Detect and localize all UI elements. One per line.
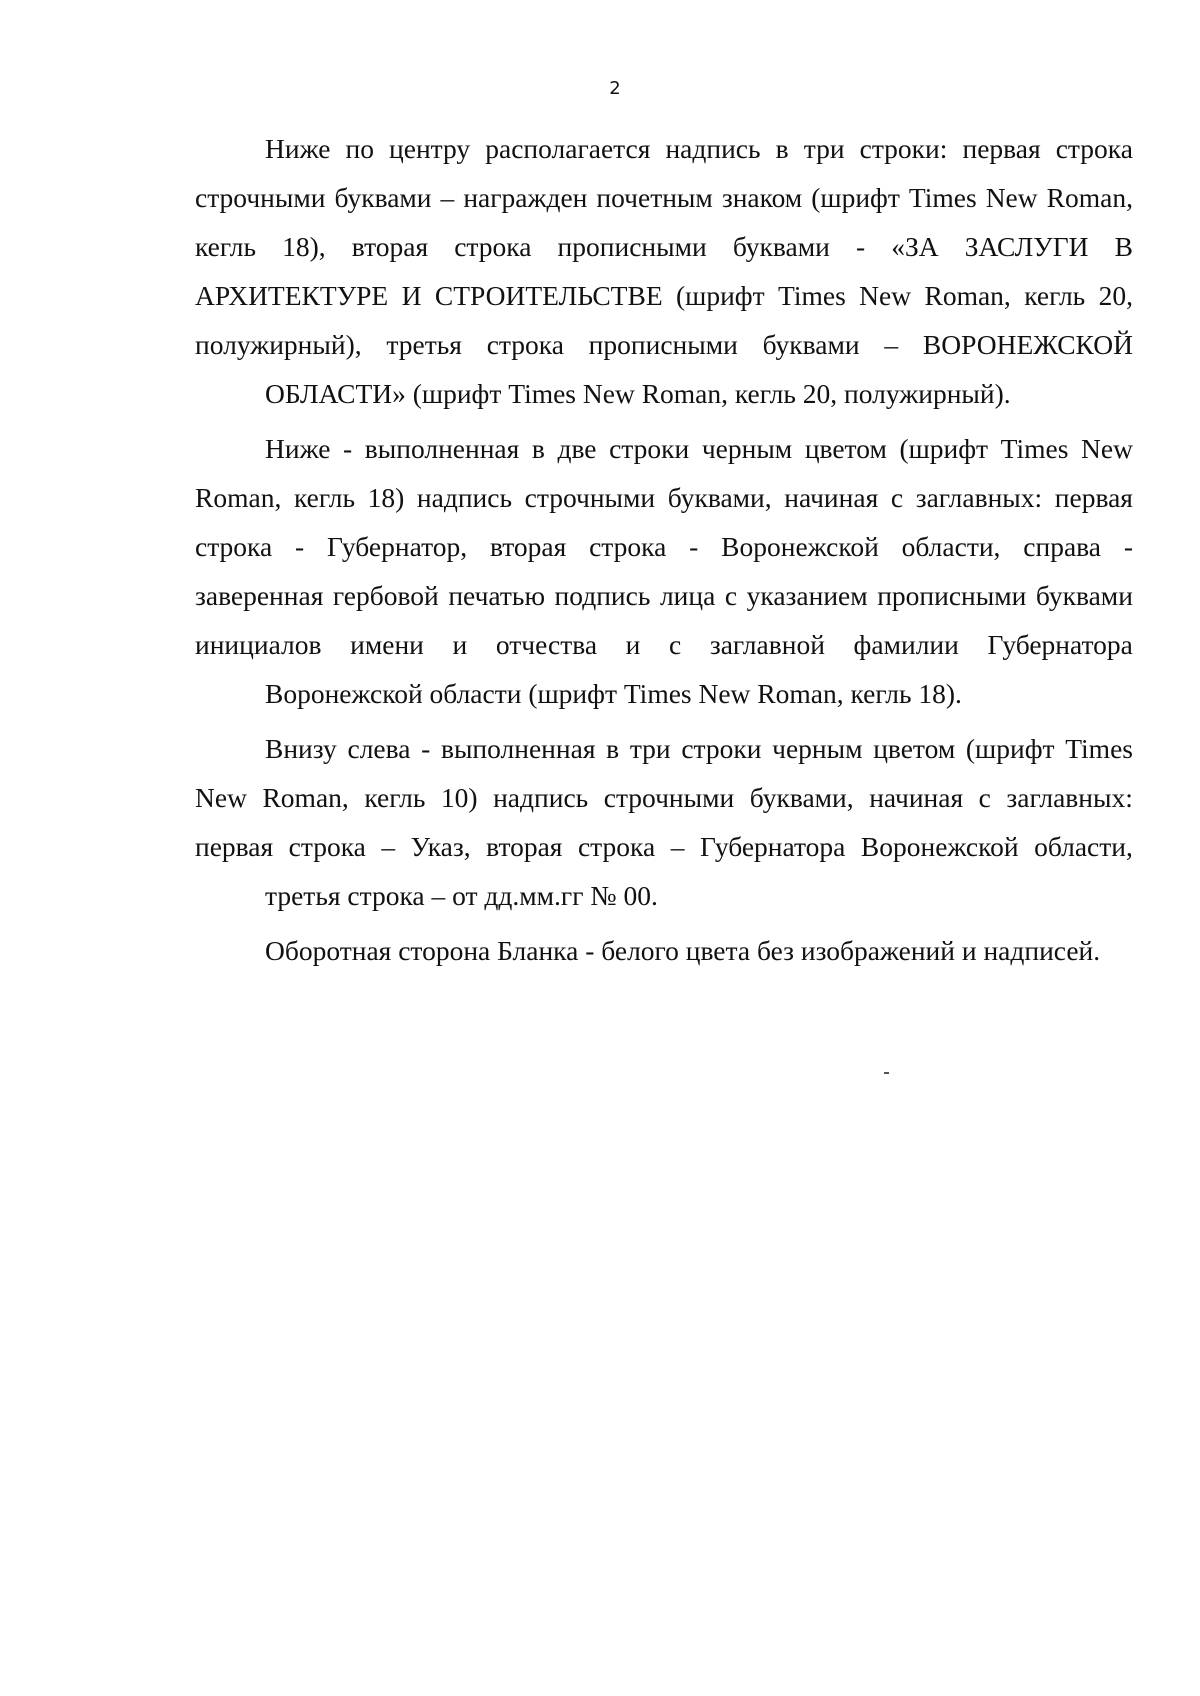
word: начиная	[869, 782, 964, 813]
text-line	[195, 620, 1133, 669]
word: начиная	[784, 482, 879, 513]
word: цветом	[804, 433, 887, 464]
word: центру	[389, 133, 471, 164]
word: СТРОИТЕЛЬСТВЕ	[434, 280, 663, 311]
word: New	[985, 182, 1038, 213]
word: -	[689, 531, 699, 562]
word: 20,	[1098, 280, 1133, 311]
word: -	[1123, 531, 1133, 562]
word: строка	[195, 531, 273, 562]
text-line	[195, 320, 1133, 369]
word: вторая	[486, 831, 563, 862]
word: (шрифт	[965, 733, 1055, 764]
word: -	[295, 531, 305, 562]
word: слева	[347, 733, 411, 764]
word: –	[381, 831, 396, 862]
word: –	[670, 831, 685, 862]
word: строки:	[859, 133, 948, 164]
word: кегль	[293, 482, 355, 513]
word: Внизу	[265, 733, 337, 764]
word: выполненная	[364, 433, 520, 464]
word: по	[345, 133, 374, 164]
word: буквами	[334, 182, 432, 213]
word: Губернатора	[987, 629, 1133, 660]
word: -	[855, 231, 866, 262]
word: с	[978, 782, 991, 813]
word: буквами	[762, 329, 860, 360]
word: справа	[1023, 531, 1101, 562]
word: 18),	[282, 231, 326, 262]
word: надпись	[493, 782, 589, 813]
text-line: Воронежской области (шрифт Times New Roman, кегль 18).	[265, 678, 962, 709]
word: подпись	[554, 580, 651, 611]
word: New	[1081, 433, 1133, 464]
word: ВОРОНЕЖСКОЙ	[922, 329, 1133, 360]
word: строчными	[195, 182, 326, 213]
paragraph-reverse-side	[195, 926, 1133, 975]
word: –	[884, 329, 899, 360]
word: отчества	[495, 629, 598, 660]
word: области,	[1034, 831, 1133, 862]
word: -	[421, 733, 431, 764]
word: с	[669, 629, 682, 660]
word: располагается	[485, 133, 651, 164]
word: вторая	[489, 531, 567, 562]
word: две	[557, 433, 597, 464]
text-line	[195, 473, 1133, 522]
text-line	[195, 424, 1133, 473]
word: инициалов	[195, 629, 322, 660]
text-line	[195, 822, 1133, 871]
text-line: Оборотная сторона Бланка - белого цвета без изображений и надписей.	[265, 935, 1101, 966]
word: 10)	[440, 782, 478, 813]
word: буквами	[732, 231, 830, 262]
paragraph-decree-reference	[195, 724, 1133, 920]
paragraph-award-inscription	[195, 124, 1133, 418]
word: (шрифт	[676, 280, 765, 311]
text-line	[195, 571, 1133, 620]
word: кегль	[364, 782, 426, 813]
word: New	[195, 782, 247, 813]
word: надпись	[665, 133, 761, 164]
word: Times	[1000, 433, 1069, 464]
text-line: третья строка – от дд.мм.гг № 00.	[265, 880, 658, 911]
word: И	[401, 280, 422, 311]
word: строки	[681, 733, 762, 764]
word: Times	[778, 280, 846, 311]
word: строка	[288, 831, 366, 862]
word: строчными	[524, 482, 656, 513]
page-number: 2	[609, 78, 621, 99]
word: и	[452, 629, 468, 660]
text-line: ОБЛАСТИ» (шрифт Times New Roman, кегль 20, полужирный).	[265, 378, 1011, 409]
word: строчными	[603, 782, 735, 813]
word: три	[629, 733, 671, 764]
word: вторая	[351, 231, 429, 262]
word: New	[859, 280, 912, 311]
word: почетным	[596, 182, 713, 213]
word: награжден	[463, 182, 588, 213]
word: и	[625, 629, 641, 660]
word: заверенная	[195, 580, 324, 611]
word: строка	[454, 231, 532, 262]
word: в	[775, 133, 789, 164]
stray-mark	[884, 1072, 889, 1074]
word: имени	[350, 629, 424, 660]
word: выполненная	[440, 733, 596, 764]
word: строка	[1055, 133, 1133, 164]
paragraph-governor-signature	[195, 424, 1133, 718]
word: с	[724, 580, 738, 611]
text-line	[195, 773, 1133, 822]
word: Roman,	[1046, 182, 1133, 213]
word: в	[531, 433, 545, 464]
word: Roman,	[924, 280, 1011, 311]
text-line	[195, 724, 1133, 773]
word: Воронежской	[721, 531, 879, 562]
text-line	[195, 124, 1133, 173]
word: с	[890, 482, 904, 513]
word: АРХИТЕКТУРЕ	[195, 280, 389, 311]
word: строка	[486, 329, 564, 360]
text-line	[195, 271, 1133, 320]
word: (шрифт	[811, 182, 900, 213]
word: первая	[195, 831, 274, 862]
word: Roman,	[195, 482, 282, 513]
word: знаком	[721, 182, 803, 213]
word: Воронежской	[860, 831, 1019, 862]
word: –	[440, 182, 455, 213]
word: кегль	[195, 231, 257, 262]
word: прописными	[557, 231, 707, 262]
word: 18)	[367, 482, 405, 513]
word: кегль	[1024, 280, 1086, 311]
word: строка	[577, 831, 656, 862]
word: третья	[386, 329, 462, 360]
word: лица	[659, 580, 716, 611]
word: заглавных:	[915, 482, 1043, 513]
word: первая	[962, 133, 1041, 164]
text-line	[195, 222, 1133, 271]
word: Times	[1065, 733, 1133, 764]
word: строки	[609, 433, 690, 464]
word: цветом	[873, 733, 956, 764]
word: Roman,	[262, 782, 349, 813]
word: Ниже	[265, 133, 331, 164]
word: Times	[908, 182, 977, 213]
word: В	[1114, 231, 1133, 262]
text-line	[195, 522, 1133, 571]
word: «ЗА	[891, 231, 939, 262]
document-body	[195, 124, 1133, 981]
word: надпись	[416, 482, 513, 513]
word: полужирный),	[195, 329, 362, 360]
word: указанием	[746, 580, 868, 611]
word: Ниже	[265, 433, 331, 464]
word: первая	[1054, 482, 1133, 513]
text-line	[195, 173, 1133, 222]
word: заглавных:	[1006, 782, 1133, 813]
word: буквами,	[667, 482, 772, 513]
word: гербовой	[332, 580, 439, 611]
word: черным	[701, 433, 793, 464]
word: (шрифт	[899, 433, 989, 464]
word: ЗАСЛУГИ	[964, 231, 1089, 262]
word: три	[803, 133, 845, 164]
word: прописными	[588, 329, 738, 360]
word: прописными	[877, 580, 1027, 611]
word: области,	[901, 531, 1001, 562]
word: печатью	[448, 580, 545, 611]
word: буквами	[1035, 580, 1133, 611]
word: Губернатора	[699, 831, 846, 862]
word: Указ,	[410, 831, 471, 862]
word: фамилии	[853, 629, 959, 660]
word: в	[606, 733, 620, 764]
word: черным	[772, 733, 863, 764]
word: Губернатор,	[327, 531, 468, 562]
word: заглавной	[709, 629, 825, 660]
word: строка	[589, 531, 667, 562]
word: буквами,	[749, 782, 854, 813]
word: -	[343, 433, 353, 464]
